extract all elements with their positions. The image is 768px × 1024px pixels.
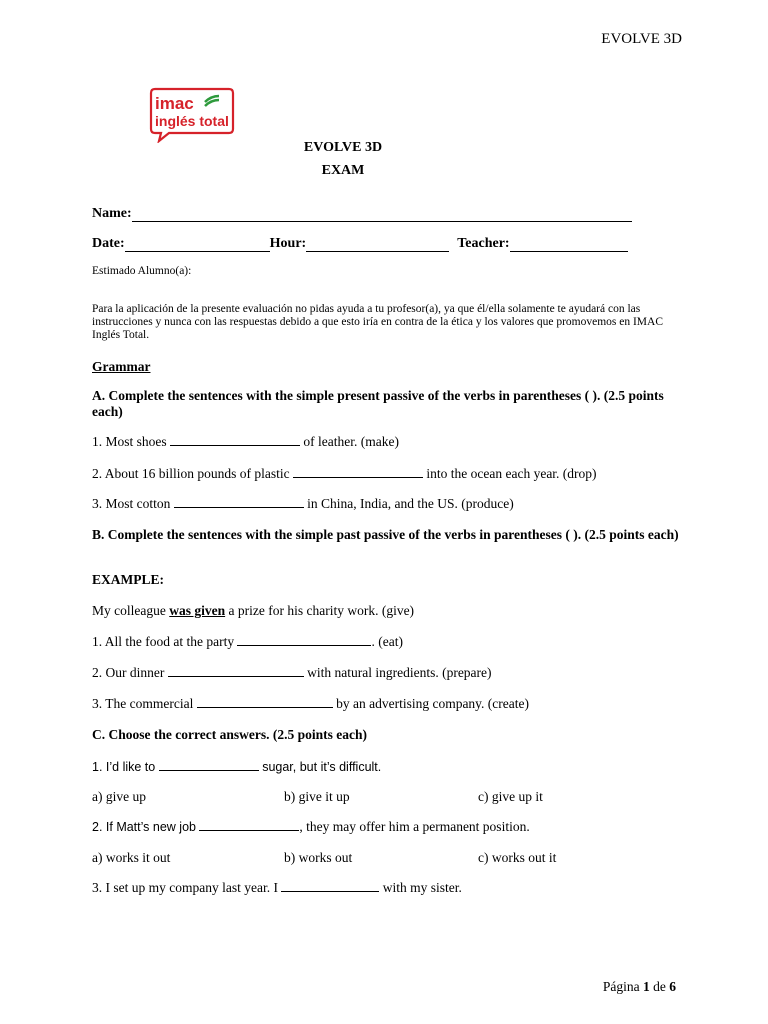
teacher-line[interactable] [510, 237, 628, 252]
question-text: 1. I’d like to [92, 760, 156, 774]
question-text: sugar, but it’s difficult. [262, 760, 382, 774]
teacher-label: Teacher: [457, 236, 510, 251]
header-code: EVOLVE 3D [601, 31, 682, 47]
example-label: EXAMPLE: [92, 572, 164, 587]
option-a[interactable]: a) give up [92, 789, 146, 804]
question-text: in China, India, and the US. (produce) [307, 496, 514, 511]
answer-blank[interactable] [293, 466, 423, 478]
date-hour-teacher-row [92, 236, 628, 252]
answer-blank[interactable] [159, 759, 259, 771]
section-b-title: B. Complete the sentences with the simple past passive of the verbs in parentheses ( ). (2.5 points each) [92, 527, 679, 542]
question-text: of leather. (make) [303, 434, 399, 449]
section-a-item-3 [92, 496, 514, 512]
answer-blank[interactable] [197, 696, 333, 708]
section-c-options-2 [92, 850, 692, 868]
svg-text:inglés total: inglés total [155, 113, 229, 129]
question-text: 2. About 16 billion pounds of plastic [92, 466, 290, 481]
question-text: into the ocean each year. (drop) [426, 466, 597, 481]
name-field[interactable] [92, 206, 632, 222]
page-number [603, 979, 676, 995]
section-b-item-2 [92, 665, 492, 681]
answer-blank[interactable] [168, 665, 304, 677]
question-text: 1. Most shoes [92, 434, 167, 449]
question-text: , they may offer him a permanent position. [299, 819, 530, 834]
question-text: . (eat) [371, 634, 403, 649]
intro-greeting: Estimado Alumno(a): [92, 265, 192, 277]
option-c[interactable]: c) works out it [478, 850, 557, 865]
question-text: 3. I set up my company last year. I [92, 880, 278, 895]
svg-text:imac: imac [155, 94, 194, 113]
section-c-options-1 [92, 789, 692, 807]
section-b-item-3 [92, 696, 529, 712]
example-text: a prize for his charity work. (give) [228, 603, 415, 618]
section-c-item-3 [92, 880, 462, 896]
hour-line[interactable] [306, 237, 449, 252]
section-b-item-1 [92, 634, 403, 650]
option-b[interactable]: b) works out [284, 850, 353, 865]
date-line[interactable] [125, 237, 270, 252]
grammar-heading: Grammar [92, 359, 151, 374]
option-c[interactable]: c) give up it [478, 789, 543, 804]
page-prefix: Página [602, 979, 640, 994]
section-c-title: C. Choose the correct answers. (2.5 points each) [92, 727, 367, 742]
question-text: with my sister. [382, 880, 462, 895]
option-b[interactable]: b) give it up [284, 789, 350, 804]
answer-blank[interactable] [237, 634, 371, 646]
imac-logo [147, 85, 235, 143]
question-text: 3. The commercial [92, 696, 194, 711]
imac-logo-graphic [147, 85, 235, 143]
section-c-item-1 [92, 759, 381, 774]
name-line[interactable] [132, 207, 632, 222]
example-sentence [92, 603, 414, 619]
section-a-item-1 [92, 434, 399, 450]
page-of: de [653, 979, 666, 994]
example-text: My colleague [92, 603, 166, 618]
date-label: Date: [92, 236, 125, 251]
intro-paragraph: Para la aplicación de la presente evaluación no pidas ayuda a tu profesor(a), ya que él/ella solamente te ayudará con las instrucciones y nunca con las respuestas debido a que esto iría en contra de la ética y los valores que promovemos en IMAC Inglés Total. [92, 303, 663, 341]
answer-blank[interactable] [281, 880, 379, 892]
answer-blank[interactable] [170, 434, 300, 446]
name-label: Name: [92, 206, 132, 221]
current-page: 1 [643, 979, 650, 994]
answer-blank[interactable] [199, 819, 299, 831]
total-pages: 6 [669, 979, 676, 994]
question-text: 1. All the food at the party [92, 634, 235, 649]
answer-blank[interactable] [174, 496, 304, 508]
question-text: 3. Most cotton [92, 496, 171, 511]
question-text: 2. Our dinner [92, 665, 165, 680]
question-text: with natural ingredients. (prepare) [307, 665, 492, 680]
option-a[interactable]: a) works it out [92, 850, 171, 865]
section-a-item-2 [92, 466, 597, 482]
question-text: by an advertising company. (create) [336, 696, 530, 711]
exam-subtitle: EXAM [321, 163, 365, 178]
section-c-item-2 [92, 819, 530, 835]
hour-label: Hour: [269, 236, 307, 251]
section-a-title: A. Complete the sentences with the simple present passive of the verbs in parentheses ( ). (2.5 points each) [92, 388, 664, 419]
question-text: 2. If Matt’s new job [92, 820, 196, 834]
exam-title: EVOLVE 3D [303, 140, 383, 155]
example-answer: was given [169, 603, 226, 618]
